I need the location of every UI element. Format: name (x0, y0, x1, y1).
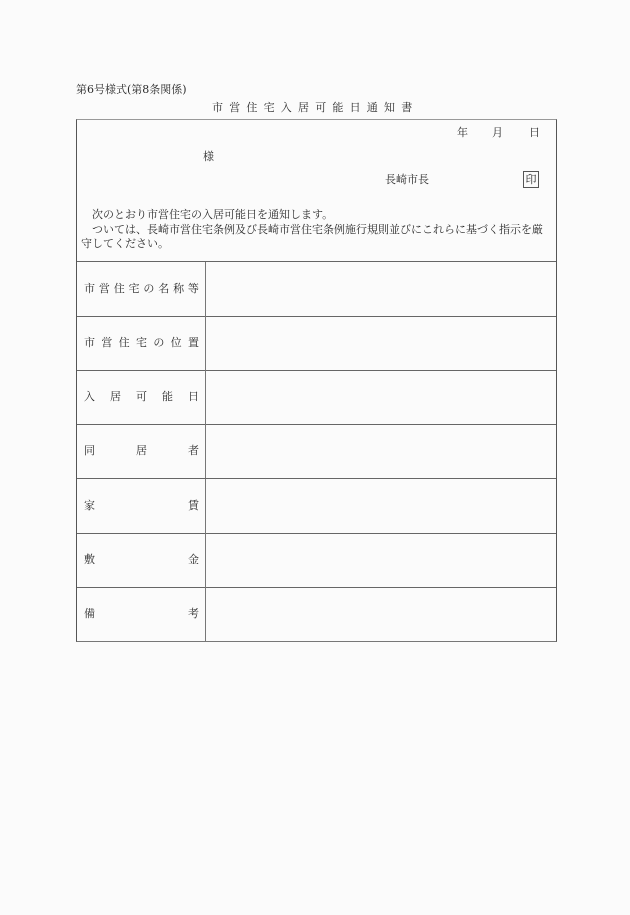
row-remarks (77, 587, 556, 641)
label-char: 市 (84, 282, 95, 295)
label-char: 宅 (128, 282, 140, 295)
date-year-label: 年 (457, 126, 468, 139)
header-cell (77, 120, 556, 262)
cohabitants-field[interactable] (206, 424, 556, 478)
notice-form-table (76, 119, 557, 642)
row-label (84, 499, 199, 513)
deposit-field[interactable] (206, 533, 556, 587)
label-char: 称 (173, 282, 185, 295)
label-char: の (143, 282, 155, 295)
label-char: 営 (98, 282, 110, 295)
row-label (84, 553, 199, 567)
notice-paragraph-2: ついては、長崎市営住宅条例及び長崎市営住宅条例施行規則並びにこれらに基づく指示を厳守してください。 (81, 222, 543, 250)
row-label (84, 444, 199, 458)
label-char: 備 (84, 607, 95, 620)
label-char: 考 (188, 607, 199, 620)
row-rent (77, 479, 556, 534)
label-char: 者 (188, 444, 199, 457)
label-char: 可 (136, 390, 147, 403)
label-char: 市 (84, 336, 95, 349)
row-label (84, 607, 199, 621)
row-label (84, 390, 199, 404)
label-char: 入 (84, 390, 95, 403)
label-char: 位 (170, 336, 182, 349)
label-char: 同 (84, 444, 95, 457)
addressee-suffix: 様 (203, 150, 214, 163)
housing-name-field[interactable] (206, 262, 556, 316)
row-label-cell (77, 587, 206, 641)
label-char: 宅 (135, 336, 147, 349)
document-title: 市営住宅入居可能日通知書 (212, 101, 419, 114)
seal-icon: 印 (523, 171, 539, 188)
row-label-cell (77, 262, 206, 316)
row-housing-location (77, 316, 556, 371)
label-char: 等 (187, 282, 199, 295)
label-char: 金 (188, 553, 199, 566)
label-char: 日 (188, 390, 199, 403)
row-label-cell (77, 424, 206, 478)
label-char: 家 (84, 499, 95, 512)
row-cohabitants (77, 424, 556, 479)
label-char: 敷 (84, 553, 95, 566)
row-housing-name (77, 262, 556, 317)
remarks-field[interactable] (206, 587, 556, 641)
issuer-name: 長崎市長 (385, 173, 429, 186)
notice-body (81, 208, 553, 252)
row-label (84, 282, 199, 296)
housing-location-field[interactable] (206, 316, 556, 370)
notice-paragraph-1: 次のとおり市営住宅の入居可能日を通知します。 (92, 208, 334, 221)
label-char: の (153, 336, 165, 349)
row-label-cell (77, 316, 206, 370)
form-number: 第6号様式(第8条関係) (76, 83, 187, 96)
label-char: 住 (113, 282, 125, 295)
label-char: 能 (162, 390, 173, 403)
label-char: 名 (158, 282, 170, 295)
rent-field[interactable] (206, 479, 556, 533)
row-label-cell (77, 479, 206, 533)
date-month-label: 月 (492, 126, 503, 139)
row-move-in-date (77, 370, 556, 425)
label-char: 居 (110, 390, 121, 403)
label-char: 営 (101, 336, 113, 349)
label-char: 賃 (188, 499, 199, 512)
row-label-cell (77, 533, 206, 587)
label-char: 置 (187, 336, 199, 349)
row-deposit (77, 533, 556, 588)
label-char: 居 (136, 444, 147, 457)
row-label (84, 336, 199, 350)
date-day-label: 日 (529, 126, 540, 139)
move-in-date-field[interactable] (206, 370, 556, 424)
row-label-cell (77, 370, 206, 424)
label-char: 住 (118, 336, 130, 349)
